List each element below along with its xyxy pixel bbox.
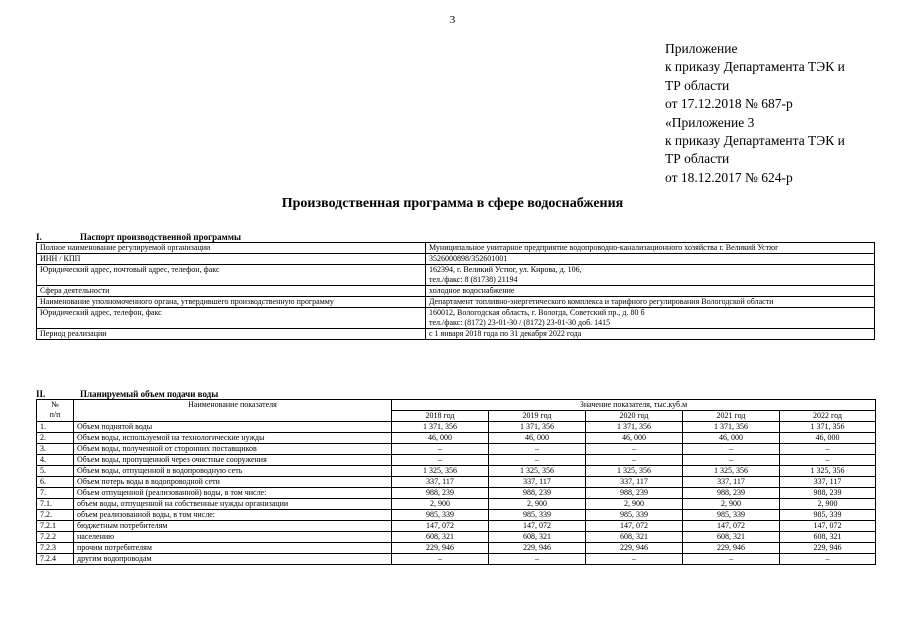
row-number: 6. — [37, 477, 74, 488]
row-value: – — [683, 554, 780, 565]
row-name: Объем воды, пропущенной через очистные сооружения — [74, 455, 392, 466]
section2-title: Планируемый объем подачи воды — [80, 389, 219, 399]
section2-number: II. — [36, 389, 46, 399]
row-number: 7.2.3 — [37, 543, 74, 554]
row-value: 608, 321 — [683, 532, 780, 543]
row-value: 988, 239 — [586, 488, 683, 499]
row-value: 988, 239 — [489, 488, 586, 499]
row-value: 608, 321 — [392, 532, 489, 543]
passport-label: Сфера деятельности — [37, 286, 426, 297]
passport-label: ИНН / КПП — [37, 254, 426, 265]
row-value: 147, 072 — [489, 521, 586, 532]
row-value: 2, 900 — [683, 499, 780, 510]
document-title: Производственная программа в сфере водоснабжения — [281, 196, 624, 211]
row-value: 147, 072 — [780, 521, 876, 532]
appendix-line: от 18.12.2017 № 624-р — [665, 169, 793, 185]
row-value: 1 325, 356 — [392, 466, 489, 477]
table-row — [37, 477, 876, 488]
table-row — [37, 521, 876, 532]
row-number: 4. — [37, 455, 74, 466]
passport-value: Муниципальное унитарное предприятие водопроводно-канализационного хозяйства г. Великий Устюг — [426, 243, 875, 254]
row-value: 988, 239 — [780, 488, 876, 499]
row-value: 1 325, 356 — [489, 466, 586, 477]
row-name: Объем потерь воды в водопроводной сети — [74, 477, 392, 488]
row-value: – — [392, 554, 489, 565]
row-value: 1 371, 356 — [489, 422, 586, 433]
row-value: 1 325, 356 — [586, 466, 683, 477]
row-value: 229, 946 — [683, 543, 780, 554]
row-value: 985, 339 — [683, 510, 780, 521]
row-number: 7. — [37, 488, 74, 499]
page-number: 3 — [449, 14, 456, 26]
appendix-line: Приложение — [665, 41, 738, 56]
table-row — [37, 444, 876, 455]
section1-number: I. — [36, 232, 42, 242]
passport-row — [37, 265, 875, 286]
row-name: Объем отпущенной (реализованной) воды, в том числе: — [74, 488, 392, 499]
row-value: – — [780, 554, 876, 565]
row-value: 229, 946 — [780, 543, 876, 554]
passport-value: 3526000898/352601001 — [426, 254, 875, 265]
column-header-year: 2019 год — [489, 411, 586, 422]
row-value: 46, 000 — [586, 433, 683, 444]
section2-heading — [36, 389, 218, 399]
passport-label: Юридический адрес, телефон, факс — [37, 308, 426, 329]
table-row — [37, 466, 876, 477]
row-number: 1. — [37, 422, 74, 433]
row-value: – — [780, 455, 876, 466]
row-name: объем воды, отпущенной на собственные нужды организации — [74, 499, 392, 510]
row-name: Объем воды, полученной от сторонних поставщиков — [74, 444, 392, 455]
row-value: – — [586, 444, 683, 455]
row-value: 46, 000 — [392, 433, 489, 444]
row-value: 988, 239 — [683, 488, 780, 499]
row-value: – — [586, 554, 683, 565]
passport-label: Полное наименование регулируемой организации — [37, 243, 426, 254]
passport-label: Период реализации — [37, 329, 426, 340]
row-value: 337, 117 — [780, 477, 876, 488]
row-name: бюджетным потребителям — [74, 521, 392, 532]
column-header-year: 2022 год — [780, 411, 876, 422]
row-name: населению — [74, 532, 392, 543]
row-value: 2, 900 — [392, 499, 489, 510]
row-name: Объем воды, отпущенной в водопроводную сеть — [74, 466, 392, 477]
table-row — [37, 510, 876, 521]
passport-row — [37, 329, 875, 340]
passport-value: 160012, Вологодская область, г. Вологда, Советский пр., д. 80 б тел./факс: (8172) 23-01-30 / (8172) 23-01-30 доб. 1415 — [426, 308, 875, 329]
row-value: 985, 339 — [489, 510, 586, 521]
row-value: – — [392, 455, 489, 466]
row-value: – — [683, 444, 780, 455]
row-value: 1 325, 356 — [683, 466, 780, 477]
row-number: 7.2. — [37, 510, 74, 521]
passport-value: холодное водоснабжение — [426, 286, 875, 297]
appendix-line: к приказу Департамента ТЭК и — [665, 133, 845, 149]
row-name: объем реализованной воды, в том числе: — [74, 510, 392, 521]
passport-label: Наименование уполномоченного органа, утвердившего производственную программу — [37, 297, 426, 308]
row-number: 2. — [37, 433, 74, 444]
row-value: 337, 117 — [683, 477, 780, 488]
row-value: 988, 239 — [392, 488, 489, 499]
table-row — [37, 499, 876, 510]
appendix-block — [665, 40, 845, 187]
row-value: 147, 072 — [392, 521, 489, 532]
row-value: 46, 000 — [489, 433, 586, 444]
row-value: – — [489, 444, 586, 455]
section1-heading — [36, 232, 241, 242]
water-volume-table — [36, 399, 876, 565]
row-value: 46, 000 — [683, 433, 780, 444]
row-number: 7.1. — [37, 499, 74, 510]
row-name: прочим потребителям — [74, 543, 392, 554]
column-header-values: Значение показателя, тыс.куб.м — [392, 400, 876, 411]
row-value: 1 371, 356 — [683, 422, 780, 433]
row-value: – — [586, 455, 683, 466]
table-row — [37, 488, 876, 499]
table-row — [37, 433, 876, 444]
row-value: 985, 339 — [586, 510, 683, 521]
passport-label: Юридический адрес, почтовый адрес, телефон, факс — [37, 265, 426, 286]
passport-row — [37, 243, 875, 254]
passport-row — [37, 254, 875, 265]
row-number: 7.2.2 — [37, 532, 74, 543]
row-value: 1 325, 356 — [780, 466, 876, 477]
row-value: 2, 900 — [489, 499, 586, 510]
table-row — [37, 543, 876, 554]
table-header-row — [37, 400, 876, 411]
passport-row — [37, 286, 875, 297]
passport-table — [36, 242, 875, 340]
row-value: 46, 000 — [780, 433, 876, 444]
row-value: 1 371, 356 — [392, 422, 489, 433]
appendix-line: к приказу Департамента ТЭК и — [665, 59, 845, 75]
appendix-line: «Приложение 3 — [665, 114, 755, 130]
row-name: Объем поднятой воды — [74, 422, 392, 433]
row-number: 3. — [37, 444, 74, 455]
row-value: 147, 072 — [683, 521, 780, 532]
row-value: 985, 339 — [392, 510, 489, 521]
row-value: 337, 117 — [489, 477, 586, 488]
passport-row — [37, 308, 875, 329]
row-value: 2, 900 — [780, 499, 876, 510]
table-row — [37, 532, 876, 543]
passport-value: 162394, г. Великий Устюг, ул. Кирова, д. 106, тел./факс: 8 (81738) 21194 — [426, 265, 875, 286]
row-value: 229, 946 — [586, 543, 683, 554]
appendix-line: ТР области — [665, 151, 730, 167]
table-row — [37, 422, 876, 433]
row-value: 608, 321 — [586, 532, 683, 543]
row-number: 7.2.4 — [37, 554, 74, 565]
appendix-line: ТР области — [665, 77, 730, 93]
row-value: – — [683, 455, 780, 466]
passport-value: Департамент топливно-энергетического комплекса и тарифного регулирования Вологодской области — [426, 297, 875, 308]
row-value: 337, 117 — [392, 477, 489, 488]
row-value: – — [489, 455, 586, 466]
row-value: 229, 946 — [489, 543, 586, 554]
column-header-year: 2021 год — [683, 411, 780, 422]
column-header-number: № п/п — [37, 400, 74, 422]
row-value: – — [780, 444, 876, 455]
row-value: 1 371, 356 — [586, 422, 683, 433]
table-row — [37, 554, 876, 565]
row-value: 1 371, 356 — [780, 422, 876, 433]
column-header-name: Наименование показателя — [74, 400, 392, 422]
section1-title: Паспорт производственной программы — [80, 232, 241, 242]
row-number: 7.2.1 — [37, 521, 74, 532]
row-value: – — [392, 444, 489, 455]
column-header-year: 2018 год — [392, 411, 489, 422]
row-value: 985, 339 — [780, 510, 876, 521]
row-name: другим водопроводам — [74, 554, 392, 565]
row-number: 5. — [37, 466, 74, 477]
row-value: 608, 321 — [780, 532, 876, 543]
column-header-year: 2020 год — [586, 411, 683, 422]
row-value: 608, 321 — [489, 532, 586, 543]
appendix-line: от 17.12.2018 № 687-р — [665, 96, 793, 112]
row-value: 337, 117 — [586, 477, 683, 488]
row-name: Объем воды, используемой на технологические нужды — [74, 433, 392, 444]
row-value: 229, 946 — [392, 543, 489, 554]
row-value: 147, 072 — [586, 521, 683, 532]
passport-value: с 1 января 2018 года по 31 декабря 2022 года — [426, 329, 875, 340]
row-value: 2, 900 — [586, 499, 683, 510]
table-row — [37, 455, 876, 466]
passport-row — [37, 297, 875, 308]
row-value: – — [489, 554, 586, 565]
